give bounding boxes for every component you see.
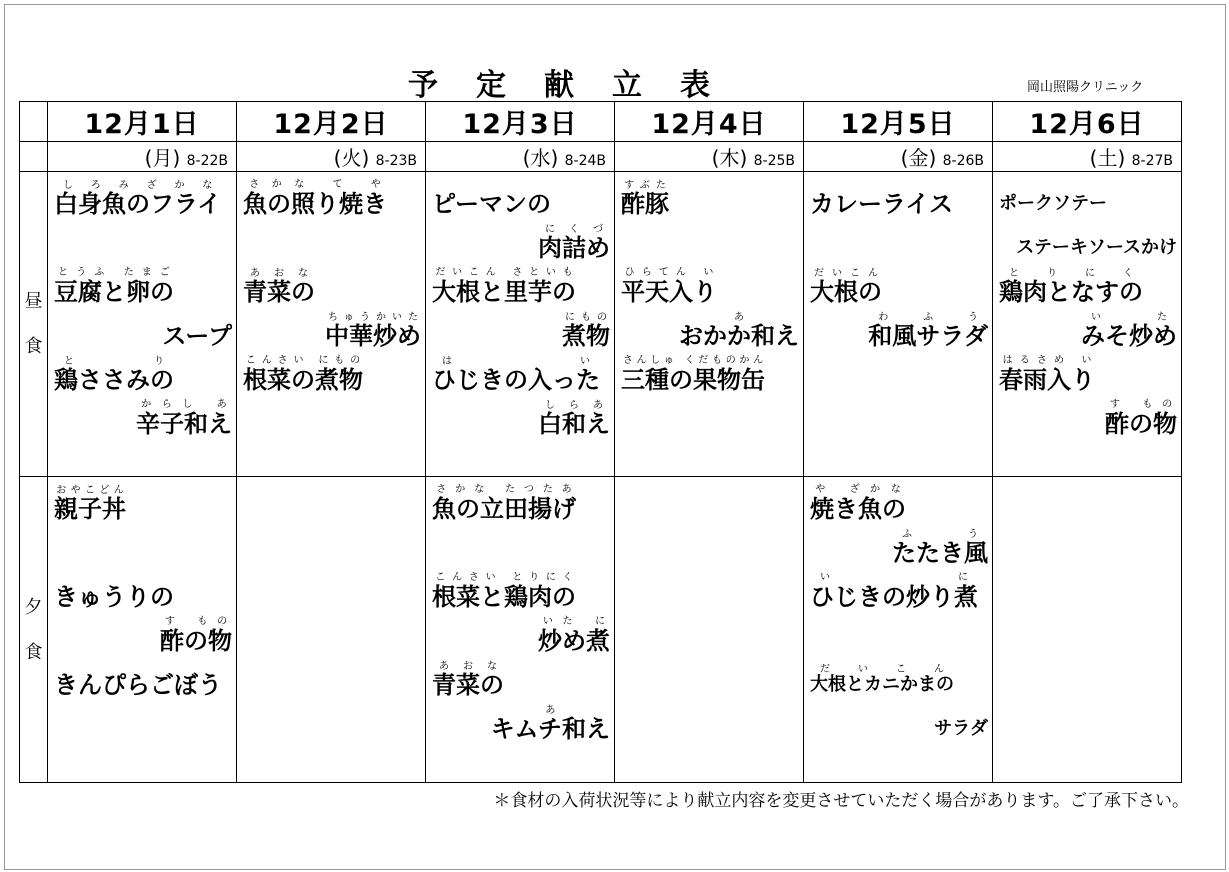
menu-item: [432, 659, 610, 703]
date-cell: 12月6日: [993, 102, 1182, 142]
weekday-cell: [426, 142, 615, 172]
weekday-label: (月): [144, 146, 181, 170]
dinner-row: [20, 477, 1182, 783]
lunch-row: [20, 172, 1182, 477]
menu-item: [432, 354, 610, 398]
menu-item-text: サラダ: [934, 718, 988, 739]
menu-item: [810, 398, 988, 442]
lunch-cell: [615, 172, 804, 477]
menu-item-text: キムチ和え: [490, 715, 610, 743]
menu-item-text: ポークソテー: [999, 193, 1107, 214]
menu-item-text: 焼き魚の: [810, 495, 906, 523]
menu-item-text: 青菜の: [243, 278, 315, 306]
menu-item-text: カレーライス: [810, 190, 954, 218]
dinner-cell: [237, 477, 426, 783]
furigana: おやこどん: [54, 485, 126, 496]
menu-items: [615, 172, 803, 462]
menu-items: [615, 477, 803, 767]
lunch-cell: [237, 172, 426, 477]
menu-item-text: きんぴらごぼう: [54, 671, 222, 699]
menu-item-text: 酢の物: [160, 627, 232, 655]
menu-item: [54, 398, 232, 442]
furigana: とり: [54, 356, 174, 367]
menu-code: 8-27B: [1131, 153, 1173, 169]
menu-item-text: 根菜と鶏肉の: [432, 583, 576, 611]
menu-item: [432, 310, 610, 354]
weekday-label: (土): [1089, 146, 1126, 170]
furigana: や ざかな: [810, 484, 906, 495]
menu-item-text: ひじきの入った: [432, 366, 600, 394]
furigana: い に: [810, 572, 978, 583]
furigana: すぶた: [621, 180, 669, 191]
menu-item: [243, 310, 421, 354]
footer-note: ＊食材の入荷状況等により献立内容を変更させていただく場合があります。ご了承下さい。: [493, 791, 1189, 811]
furigana: からし あ: [136, 399, 232, 410]
menu-item: [621, 178, 799, 222]
menu-item: [810, 615, 988, 659]
menu-item: [999, 354, 1177, 398]
furigana: こんさい にもの: [243, 355, 363, 366]
menu-code: 8-24B: [564, 153, 606, 169]
menu-item-text: みそ炒め: [1081, 322, 1177, 350]
menu-item-text: 三種の果物缶: [621, 366, 765, 394]
menu-item: [810, 483, 988, 527]
page-title: 予定献立表: [408, 68, 748, 103]
menu-item-text: 大根とカニかまの: [810, 674, 954, 695]
lunch-cell: [804, 172, 993, 477]
lunch-label: [20, 172, 48, 477]
menu-item-text: 白身魚のフライ: [54, 190, 222, 218]
menu-item: [432, 615, 610, 659]
date-cell: 12月5日: [804, 102, 993, 142]
menu-item-text: 中華炒め: [325, 322, 421, 350]
menu-code: 8-23B: [375, 153, 417, 169]
dinner-label-char: 夕: [24, 596, 43, 618]
menu-item-text: 白和え: [538, 410, 610, 438]
menu-item: [999, 266, 1177, 310]
menu-item-text: 青菜の: [432, 671, 504, 699]
menu-item: [810, 703, 988, 747]
weekday-cell: [615, 142, 804, 172]
furigana: ちゅうかいた: [325, 312, 421, 323]
menu-item-text: 魚の立田揚げ: [432, 495, 576, 523]
menu-item-text: 炒め煮: [538, 627, 610, 655]
menu-item-text: 煮物: [562, 322, 610, 350]
menu-item: [432, 483, 610, 527]
menu-item-text: 大根の: [810, 278, 882, 306]
menu-item: [810, 310, 988, 354]
dinner-cell: [993, 477, 1182, 783]
menu-item: [810, 354, 988, 398]
furigana: あおな: [243, 268, 315, 279]
menu-items: [48, 172, 236, 462]
dinner-cell: [426, 477, 615, 783]
furigana: いた: [1081, 312, 1177, 323]
menu-code: 8-26B: [942, 153, 984, 169]
menu-item: [810, 266, 988, 310]
menu-items: [804, 172, 992, 462]
menu-item: [810, 178, 988, 222]
menu-item: [243, 222, 421, 266]
menu-item: [999, 178, 1177, 222]
furigana: さかな たつたあ: [432, 484, 576, 495]
menu-item-text: 酢豚: [621, 190, 669, 218]
menu-item-text: 和風サラダ: [868, 322, 988, 350]
lunch-cell: [48, 172, 237, 477]
furigana: す もの: [1105, 399, 1177, 410]
furigana: だいこん: [810, 664, 954, 675]
date-cell: 12月1日: [48, 102, 237, 142]
menu-item: [54, 310, 232, 354]
menu-item: [621, 222, 799, 266]
menu-item-text: 豆腐と卵の: [54, 278, 174, 306]
menu-item: [999, 398, 1177, 442]
menu-item: [432, 703, 610, 747]
weekday-label: (火): [333, 146, 370, 170]
menu-item-text: 鶏肉となすの: [999, 278, 1143, 306]
furigana: いた に: [538, 616, 610, 627]
menu-item-text: 親子丼: [54, 495, 126, 523]
weekday-label: (金): [900, 146, 937, 170]
furigana: あ: [490, 705, 610, 716]
menu-code: 8-25B: [753, 153, 795, 169]
menu-item: [54, 615, 232, 659]
furigana: ふう: [892, 529, 988, 540]
menu-item: [621, 398, 799, 442]
menu-item-text: 魚の照り焼き: [243, 190, 387, 218]
menu-item-text: 平天入り: [621, 278, 717, 306]
furigana: しらあ: [538, 400, 610, 411]
weekday-cell: [237, 142, 426, 172]
menu-item: [432, 571, 610, 615]
menu-items: [426, 172, 614, 462]
menu-item: [54, 571, 232, 615]
menu-item: [243, 354, 421, 398]
dinner-cell: [48, 477, 237, 783]
furigana: さかな て や: [243, 179, 387, 190]
menu-item: [54, 354, 232, 398]
weekday-cell: [804, 142, 993, 172]
furigana: さんしゅ くだものかん: [621, 355, 765, 366]
organization-name: 岡山照陽クリニック: [1027, 80, 1144, 95]
furigana: あおな: [432, 661, 504, 672]
menu-item-text: 鶏ささみの: [54, 366, 174, 394]
corner-cell: [20, 142, 48, 172]
menu-item: [54, 659, 232, 703]
menu-item: [243, 398, 421, 442]
menu-item: [54, 527, 232, 571]
menu-item: [810, 659, 988, 703]
furigana: はるさめ い: [999, 355, 1095, 366]
menu-table: [19, 101, 1182, 783]
menu-items: [237, 172, 425, 462]
menu-item: [243, 178, 421, 222]
furigana: とりにく: [999, 268, 1143, 279]
menu-item: [54, 483, 232, 527]
lunch-cell: [993, 172, 1182, 477]
menu-items: [993, 477, 1181, 767]
weekday-label: (木): [711, 146, 748, 170]
menu-item: [54, 703, 232, 747]
menu-item: [999, 222, 1177, 266]
furigana: はい: [432, 356, 600, 367]
menu-code: 8-22B: [186, 153, 228, 169]
menu-item: [243, 266, 421, 310]
lunch-cell: [426, 172, 615, 477]
menu-item-text: スープ: [162, 322, 232, 350]
menu-item-text: ひじきの炒り煮: [810, 583, 978, 611]
furigana: にくづ: [538, 224, 610, 235]
lunch-label-char: 昼: [24, 291, 43, 312]
menu-item-text: きゅうりの: [54, 583, 174, 611]
corner-cell: [20, 102, 48, 142]
furigana: わふう: [868, 312, 988, 323]
dinner-label-char: 食: [24, 641, 43, 663]
menu-item: [54, 266, 232, 310]
furigana: す もの: [160, 616, 232, 627]
menu-item: [54, 222, 232, 266]
menu-item: [54, 178, 232, 222]
furigana: あ: [679, 312, 799, 323]
menu-item: [432, 266, 610, 310]
menu-item-text: 春雨入り: [999, 366, 1095, 394]
lunch-label-char: 食: [24, 336, 43, 357]
menu-item: [999, 310, 1177, 354]
menu-item: [810, 222, 988, 266]
menu-item: [432, 222, 610, 266]
menu-items: [426, 477, 614, 767]
dinner-label: [20, 477, 48, 783]
furigana: だいこん: [810, 268, 882, 279]
menu-item: [432, 398, 610, 442]
date-cell: 12月2日: [237, 102, 426, 142]
furigana: にもの: [562, 312, 610, 323]
menu-item: [432, 178, 610, 222]
weekday-row: [20, 142, 1182, 172]
date-cell: 12月3日: [426, 102, 615, 142]
menu-item-text: たたき風: [892, 539, 988, 567]
menu-items: [48, 477, 236, 767]
menu-item: [621, 266, 799, 310]
furigana: とうふ たまご: [54, 267, 174, 278]
furigana: だいこん さといも: [432, 267, 576, 278]
menu-item-text: 酢の物: [1105, 410, 1177, 438]
menu-item-text: 辛子和え: [136, 410, 232, 438]
date-row: [20, 102, 1182, 142]
furigana: ひらてん い: [621, 267, 717, 278]
weekday-cell: [993, 142, 1182, 172]
furigana: こんさい とりにく: [432, 572, 576, 583]
furigana: しろみざかな: [54, 180, 222, 191]
menu-item: [621, 310, 799, 354]
menu-items: [237, 477, 425, 767]
menu-item: [810, 527, 988, 571]
menu-item: [810, 571, 988, 615]
menu-items: [804, 477, 992, 767]
dinner-cell: [615, 477, 804, 783]
menu-item-text: ピーマンの: [432, 190, 552, 218]
menu-items: [993, 172, 1181, 462]
weekday-cell: [48, 142, 237, 172]
weekday-label: (水): [522, 146, 559, 170]
menu-item: [621, 354, 799, 398]
menu-item-text: 根菜の煮物: [243, 366, 363, 394]
menu-item-text: ステーキソースかけ: [1016, 237, 1177, 258]
menu-item-text: 大根と里芋の: [432, 278, 576, 306]
menu-item: [432, 527, 610, 571]
dinner-cell: [804, 477, 993, 783]
menu-item-text: おかか和え: [679, 322, 799, 350]
menu-item-text: 肉詰め: [538, 234, 610, 262]
date-cell: 12月4日: [615, 102, 804, 142]
